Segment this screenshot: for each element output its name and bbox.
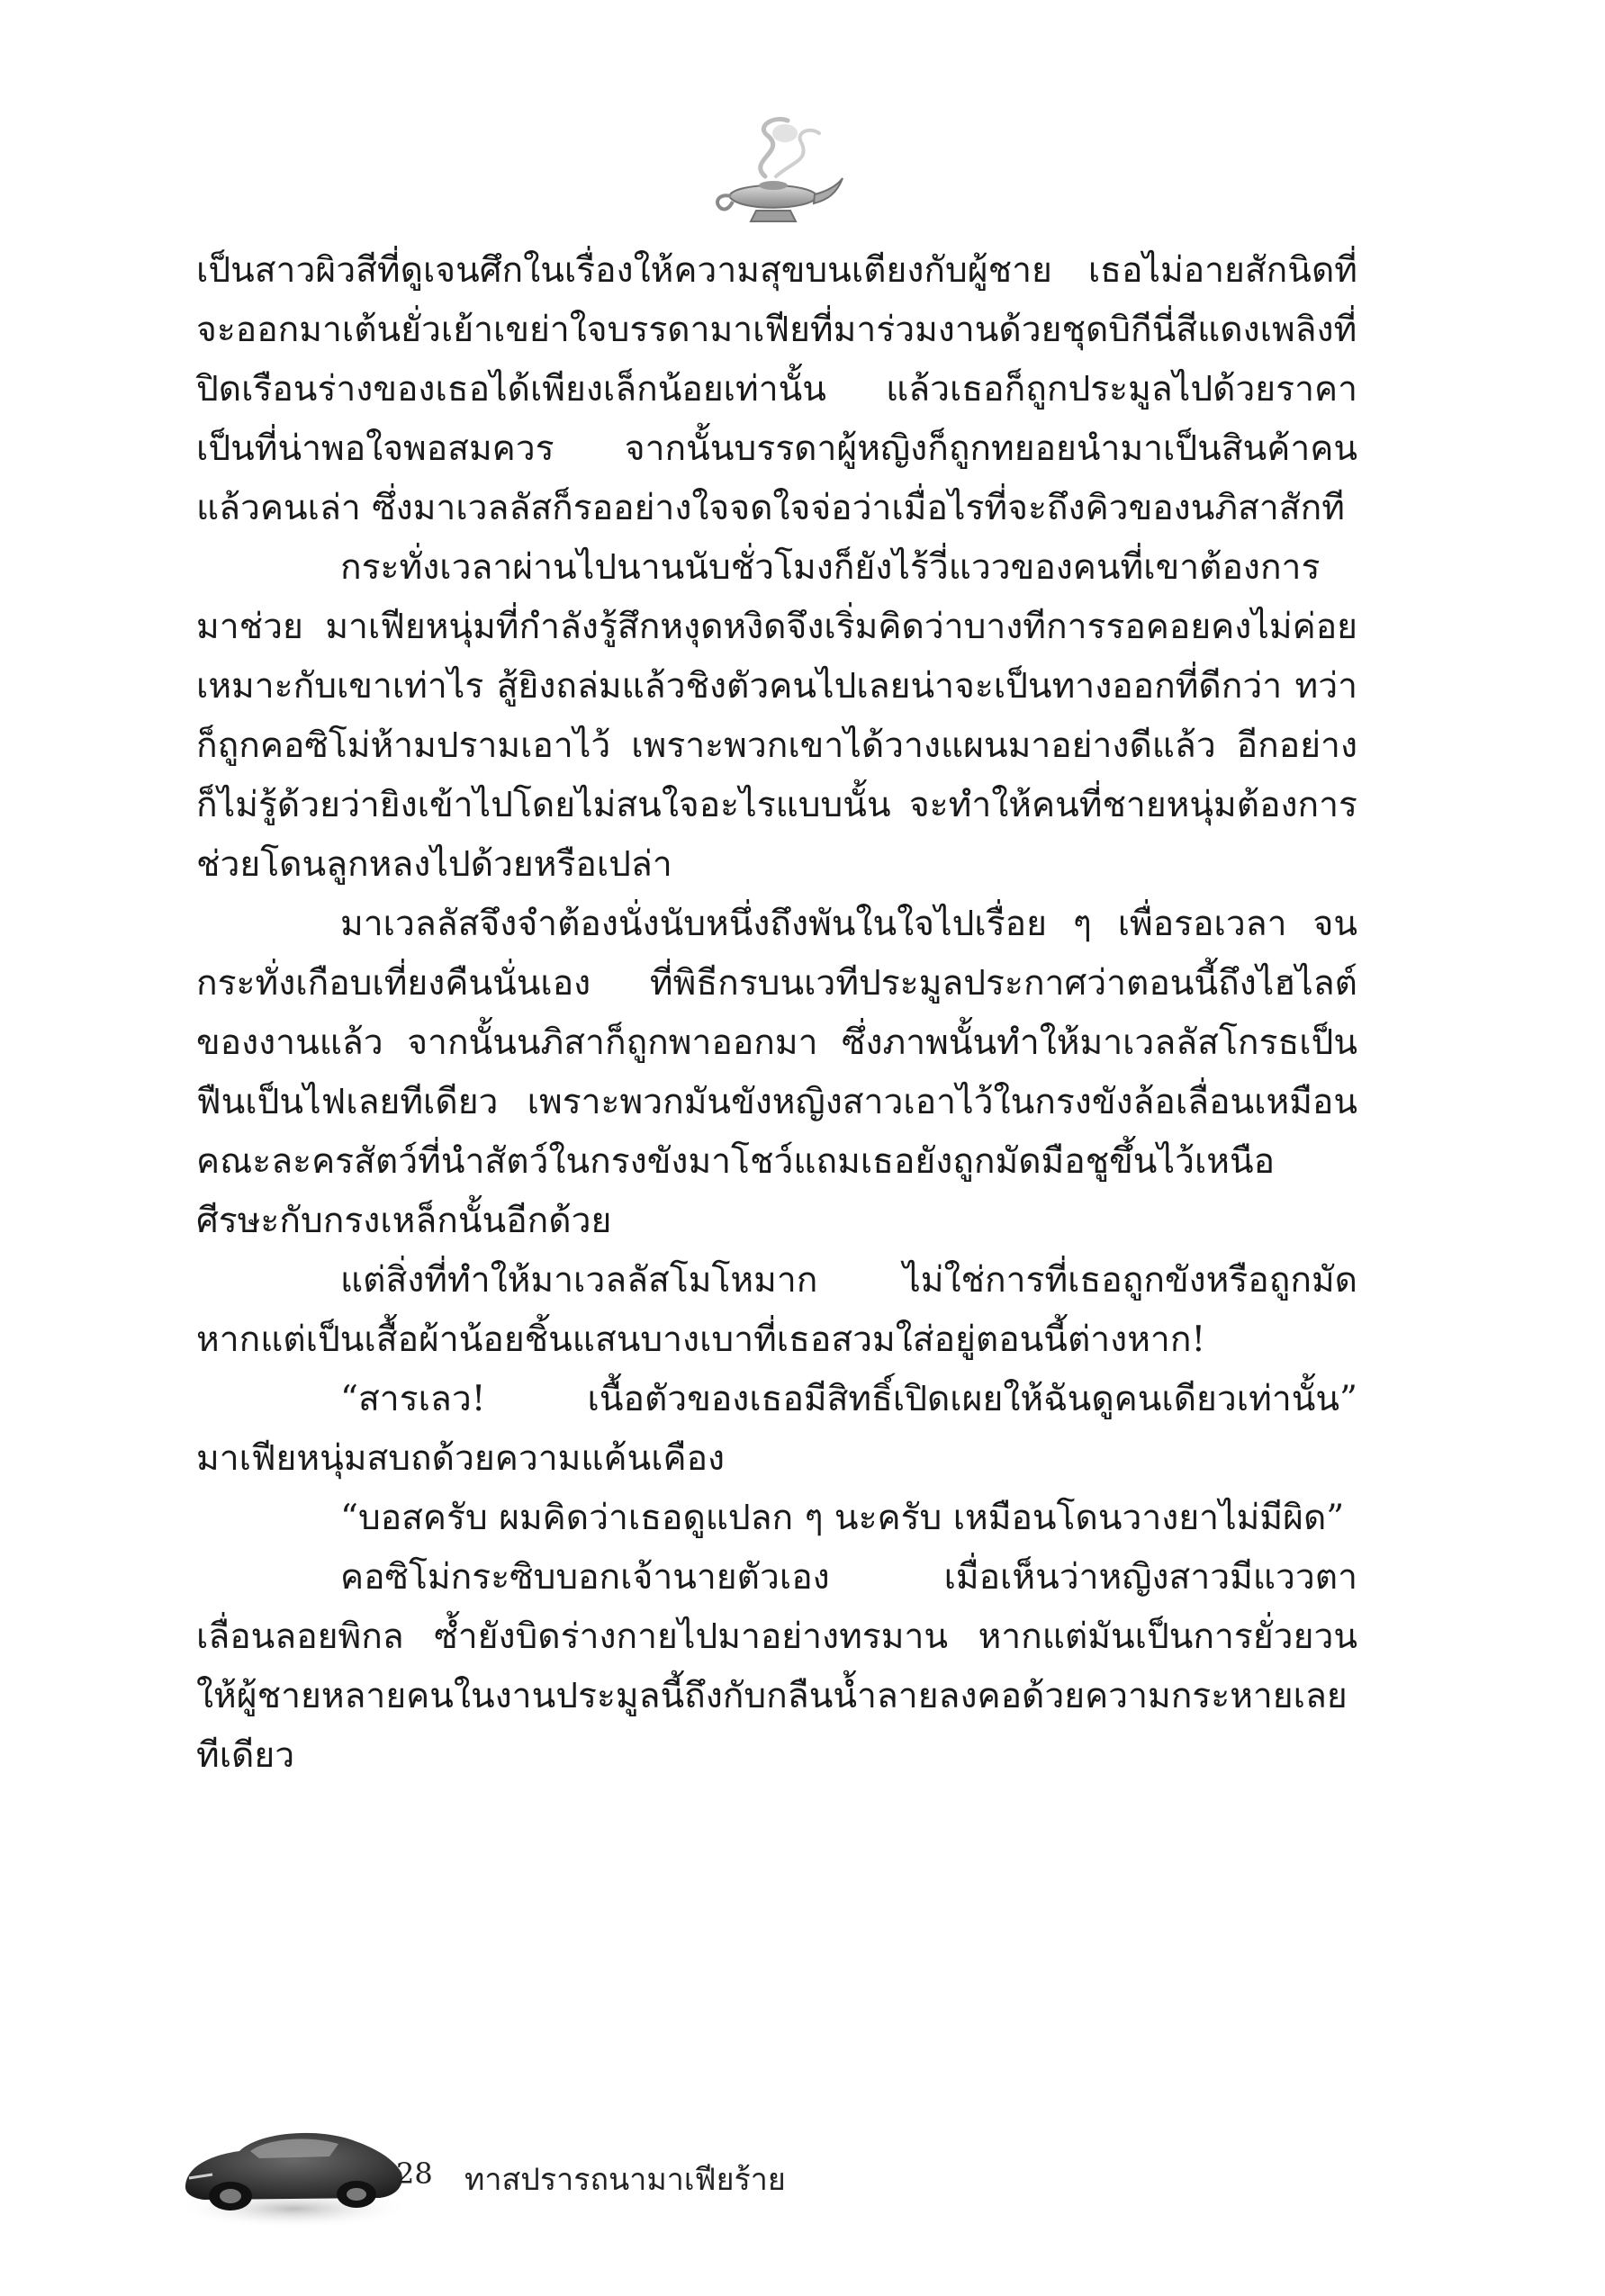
page-number: 28 (396, 2156, 433, 2191)
paragraph: มาเวลลัสจึงจำต้องนั่งนับหนึ่งถึงพันในใจไปเรื่อย ๆ เพื่อรอเวลา จนกระทั่งเกือบเที่ยงคืนนั่นเอง ที่พิธีกรบนเวทีประมูลประกาศว่าตอนนี้ถึงไฮไลต์ของงานแล้ว จากนั้นนภิสาก็ถูกพาออกมา ซึ่งภาพนั้นทำให้มาเวลลัสโกรธเป็นฟืนเป็นไฟเลยทีเดียว เพราะพวกมันขังหญิงสาวเอาไว้ในกรงขังล้อเลื่อนเหมือนคณะละครสัตว์ที่นำสัตว์ในกรงขังมาโชว์แถมเธอยังถูกมัดมือชูขึ้นไว้เหนือศีรษะกับกรงเหล็กนั้นอีกด้วย (196, 904, 1357, 1241)
paragraph: “บอสครับ ผมคิดว่าเธอดูแปลก ๆ นะครับ เหมือนโดนวางยาไม่มีผิด” (340, 1498, 1345, 1538)
page-footer (176, 2102, 987, 2228)
book-title: ทาสปรารถนามาเฟียร้าย (464, 2162, 786, 2198)
chapter-body (196, 241, 1357, 1786)
paragraph: เป็นสาวผิวสีที่ดูเจนศึกในเรื่องให้ความสุขบนเตียงกับผู้ชาย เธอไม่อายสักนิดที่จะออกมาเต้นยั่วเย้าเขย่าใจบรรดามาเฟียที่มาร่วมงานด้วยชุดบิกีนี่สีแดงเพลิงที่ปิดเรือนร่างของเธอได้เพียงเล็กน้อยเท่านั้น แล้วเธอก็ถูกประมูลไปด้วยราคาเป็นที่น่าพอใจพอสมควร จากนั้นบรรดาผู้หญิงก็ถูกทยอยนำมาเป็นสินค้าคนแล้วคนเล่า ซึ่งมาเวลลัสก็รออย่างใจจดใจจ่อว่าเมื่อไรที่จะถึงคิวของนภิสาสักที (196, 250, 1357, 528)
paragraph: “สารเลว! เนื้อตัวของเธอมีสิทธิ์เปิดเผยให้ฉันดูคนเดียวเท่านั้น” มาเฟียหนุ่มสบถด้วยความแค้นเคือง (196, 1379, 1357, 1479)
paragraph: กระทั่งเวลาผ่านไปนานนับชั่วโมงก็ยังไร้วี่แววของคนที่เขาต้องการมาช่วย มาเฟียหนุ่มที่กำลังรู้สึกหงุดหงิดจึงเริ่มคิดว่าบางทีการรอคอยคงไม่ค่อยเหมาะกับเขาเท่าไร สู้ยิงถล่มแล้วชิงตัวคนไปเลยน่าจะเป็นทางออกที่ดีกว่า ทว่าก็ถูกคอซิโม่ห้ามปรามเอาไว้ เพราะพวกเขาได้วางแผนมาอย่างดีแล้ว อีกอย่างก็ไม่รู้ด้วยว่ายิงเข้าไปโดยไม่สนใจอะไรแบบนั้น จะทำให้คนที่ชายหนุ่มต้องการช่วยโดนลูกหลงไปด้วยหรือเปล่า (196, 547, 1357, 885)
car-icon (176, 2102, 410, 2228)
paragraph: แต่สิ่งที่ทำให้มาเวลลัสโมโหมาก ไม่ใช่การที่เธอถูกขังหรือถูกมัด หากแต่เป็นเสื้อผ้าน้อยชิ้นแสนบางเบาที่เธอสวมใส่อยู่ตอนนี้ต่างหาก! (196, 1260, 1357, 1360)
genie-lamp-icon (702, 106, 846, 241)
paragraph: คอซิโม่กระซิบบอกเจ้านายตัวเอง เมื่อเห็นว่าหญิงสาวมีแววตาเลื่อนลอยพิกล ซ้ำยังบิดร่างกายไปมาอย่างทรมาน หากแต่มันเป็นการยั่วยวนให้ผู้ชายหลายคนในงานประมูลนี้ถึงกับกลืนน้ำลายลงคอด้วยความกระหายเลยทีเดียว (196, 1557, 1357, 1776)
